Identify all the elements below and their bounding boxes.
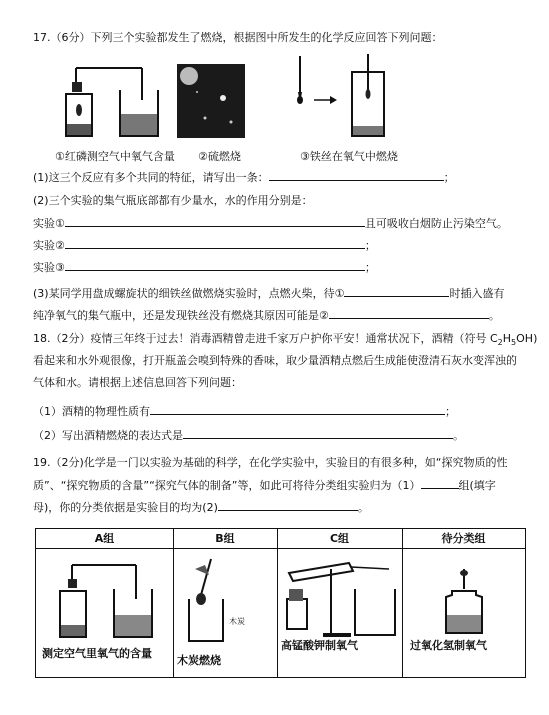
group-b-header: B组	[173, 529, 277, 549]
answer-blank[interactable]	[65, 260, 365, 271]
answer-blank[interactable]	[269, 170, 444, 181]
punct: ；	[443, 171, 455, 184]
experiment-1-label: 实验①	[33, 217, 65, 230]
q17-part1	[33, 170, 455, 184]
pending-group-cell	[402, 529, 525, 677]
figure-caption-3: ③铁丝在氧气中燃烧	[300, 150, 398, 163]
experiment-2-line	[33, 238, 376, 252]
group-b-cell	[173, 529, 278, 677]
answer-blank[interactable]	[150, 404, 445, 415]
answer-blank[interactable]	[65, 216, 365, 227]
q19-line3	[33, 500, 369, 514]
red-phosphorus-apparatus-figure	[62, 60, 162, 140]
iron-wire-oxygen-figure	[290, 52, 400, 140]
potassium-permanganate-apparatus-figure	[281, 559, 399, 639]
answer-blank[interactable]	[218, 500, 358, 511]
punct: 。	[357, 501, 369, 514]
group-b-caption: 木炭燃烧	[177, 654, 221, 667]
q17-part3-text-c: 纯净氧气的集气瓶中，还是发现铁丝没有燃烧其原因可能是②	[33, 309, 329, 322]
q18-line3: 气体和水。请根据上述信息回答下列问题：	[33, 376, 242, 389]
q19-text-b: 组(填字	[458, 479, 496, 492]
formula-h: H	[502, 332, 512, 345]
punct: ；	[364, 239, 376, 252]
group-a-cell	[36, 529, 174, 677]
punct: 。	[488, 309, 500, 322]
q19-text-a: 质”、“探究物质的含量”“探究气体的制备”等，如此可将待分类组实验归为（1）	[33, 479, 421, 492]
subscript: 2	[497, 338, 503, 348]
q18-line2: 看起来和水外观很像，打开瓶盖会嗅到特殊的香味，取少量酒精点燃后生成能使澄清石灰水变浑浊的	[33, 354, 517, 367]
experiment-1-tail: 且可吸收白烟防止污染空气。	[364, 217, 508, 230]
pending-group-caption: 过氧化氢制氧气	[410, 639, 487, 652]
subscript: 5	[511, 338, 517, 348]
q17-part3-text-b: 时插入盛有	[449, 287, 505, 300]
pending-group-header: 待分类组	[402, 529, 525, 549]
answer-blank[interactable]	[329, 308, 489, 319]
q17-part1-text: (1)这三个反应有多个共同的特征，请写出一条：	[33, 171, 269, 184]
q18-answer2-label: （2）写出酒精燃烧的表达式是	[33, 429, 183, 442]
q18-answer1-label: （1）酒精的物理性质有	[33, 405, 150, 418]
q17-intro: 17.（6分）下列三个实验都发生了燃烧，根据图中所发生的化学反应回答下列问题：	[33, 31, 443, 44]
group-a-header: A组	[36, 529, 173, 549]
punct: 。	[453, 429, 464, 442]
group-c-caption: 高锰酸钾制氧气	[281, 639, 358, 652]
q18-text: 18.（2分）疫情三年终于过去！消毒酒精曾走进千家万户护你平安！通常状况下，酒精（符号 C	[33, 332, 498, 345]
group-a-apparatus-figure	[56, 559, 156, 639]
charcoal-label: 木炭	[229, 617, 245, 626]
experiment-group-table	[35, 528, 526, 678]
formula-tail: OH)	[516, 332, 538, 345]
experiment-3-line	[33, 260, 376, 274]
experiment-2-label: 实验②	[33, 239, 65, 252]
q19-line2	[33, 478, 496, 492]
punct: ；	[445, 405, 456, 418]
figure-caption-1: ①红磷测空气中氧气含量	[55, 150, 175, 163]
answer-blank[interactable]	[421, 478, 459, 489]
group-c-header: C组	[277, 529, 402, 549]
experiment-3-label: 实验③	[33, 261, 65, 274]
q18-answer1	[33, 404, 456, 418]
q18-line1	[33, 332, 537, 349]
group-a-caption: 测定空气里氧气的含量	[42, 647, 152, 660]
group-c-cell	[277, 529, 403, 677]
q17-part3-line2	[33, 308, 500, 322]
charcoal-burning-figure	[183, 555, 233, 645]
q18-answer2	[33, 428, 464, 442]
experiment-1-line	[33, 216, 508, 230]
answer-blank[interactable]	[183, 428, 453, 439]
answer-blank[interactable]	[65, 238, 365, 249]
figure-caption-2: ②硫燃烧	[198, 150, 241, 163]
q19-line1: 19.（2分)化学是一门以实验为基础的科学，在化学实验中，实验目的有很多种，如“探究物质的性	[33, 456, 508, 469]
hydrogen-peroxide-apparatus-figure	[442, 567, 487, 635]
q19-text-c: 母)，你的分类依据是实验目的均为(2)	[33, 501, 218, 514]
q17-part3-text-a: (3)某同学用盘成螺旋状的细铁丝做燃烧实验时，点燃火柴，待①	[33, 287, 345, 300]
punct: ；	[364, 261, 376, 274]
answer-blank[interactable]	[344, 286, 449, 297]
q17-part3-line1	[33, 286, 504, 300]
q17-part2: (2)三个实验的集气瓶底部都有少量水，水的作用分别是：	[33, 194, 313, 207]
sulfur-burning-figure	[175, 62, 247, 140]
